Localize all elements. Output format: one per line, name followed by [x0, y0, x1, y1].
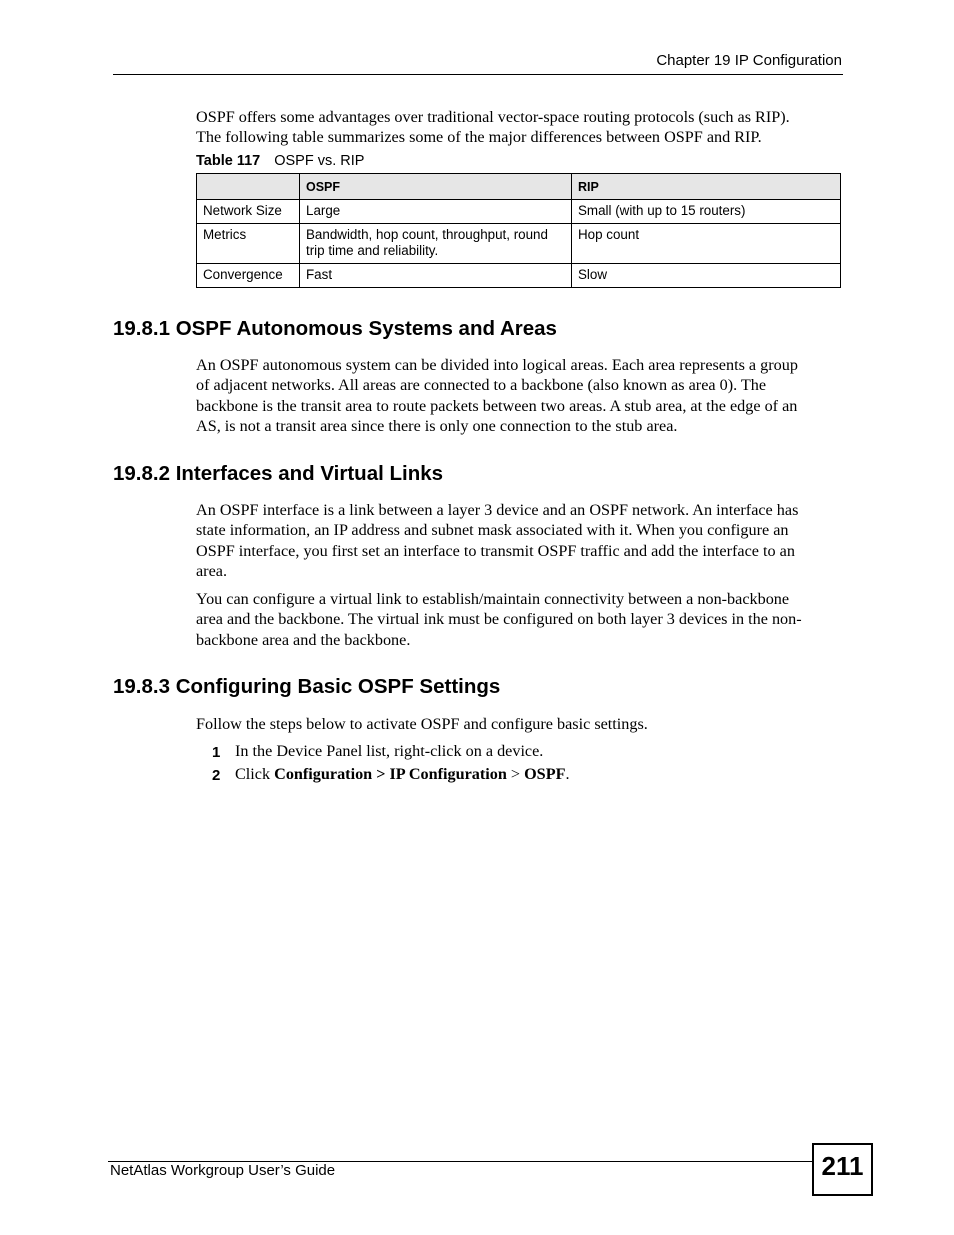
step-text-plain: .: [565, 765, 570, 783]
section-heading: 19.8.1 OSPF Autonomous Systems and Areas: [113, 317, 557, 340]
section-paragraph: [196, 500, 842, 582]
paragraph-line: backbone area and the backbone.: [196, 630, 411, 649]
paragraph-line: of adjacent networks. All areas are connected to a backbone (also known as area 0). The: [196, 376, 767, 395]
table-cell: Network Size: [197, 200, 300, 224]
paragraph-line: area.: [196, 562, 227, 581]
step-number: 1: [212, 744, 221, 761]
menu-path-bold: OSPF: [524, 765, 566, 783]
table-cell: Metrics: [197, 224, 300, 264]
section-heading: 19.8.2 Interfaces and Virtual Links: [113, 462, 444, 485]
table-header-cell: [197, 174, 300, 200]
section-paragraph: [196, 589, 842, 650]
paragraph-line: OSPF interface, you first set an interface to transmit OSPF traffic and add the interface to an: [196, 541, 795, 560]
table-cell: Slow: [572, 264, 841, 288]
paragraph-line: area and the backbone. The virtual ink must be configured on both layer 3 devices in the non-: [196, 610, 802, 629]
section-paragraph: [196, 355, 842, 437]
paragraph-line: AS, is not a transit area since there is only one connection to the stub area.: [196, 417, 678, 436]
table-cell: Fast: [300, 264, 572, 288]
intro-paragraph: [196, 107, 842, 148]
table-row: [197, 200, 841, 224]
step-text: [235, 765, 570, 784]
table-row: [197, 264, 841, 288]
footer-guide-title: NetAtlas Workgroup User’s Guide: [110, 1162, 336, 1179]
intro-line: OSPF offers some advantages over traditional vector-space routing protocols (such as RIP).: [196, 108, 790, 126]
paragraph-line: An OSPF interface is a link between a layer 3 device and an OSPF network. An interface has: [196, 501, 799, 519]
intro-line: The following table summarizes some of the major differences between OSPF and RIP.: [196, 128, 762, 147]
step-number: 2: [212, 767, 221, 784]
menu-path-bold: Configuration > IP Configuration: [274, 765, 507, 783]
table-caption-title: OSPF vs. RIP: [274, 153, 365, 169]
paragraph-line: An OSPF autonomous system can be divided into logical areas. Each area represents a group: [196, 356, 798, 374]
page-number: 211: [821, 1151, 864, 1181]
step-text-plain: >: [506, 765, 525, 783]
table-row: [197, 224, 841, 264]
header-rule: [113, 74, 843, 75]
step-text-plain: Click: [235, 765, 275, 783]
table-cell: Large: [300, 200, 572, 224]
table-caption: [196, 153, 364, 169]
section-heading: 19.8.3 Configuring Basic OSPF Settings: [113, 675, 501, 698]
table-header-cell: RIP: [572, 174, 841, 200]
table-cell: Convergence: [197, 264, 300, 288]
table-header-row: [197, 174, 841, 200]
table-cell: Small (with up to 15 routers): [572, 200, 841, 224]
paragraph-line: backbone is the transit area to route packets between two areas. A stub area, at the edge of an: [196, 396, 798, 415]
paragraph-line: state information, an IP address and subnet mask associated with it. When you configure an: [196, 521, 789, 540]
ospf-vs-rip-table: [196, 173, 841, 288]
step-text: In the Device Panel list, right-click on a device.: [235, 742, 544, 760]
table-cell: Hop count: [572, 224, 841, 264]
table-header-cell: OSPF: [300, 174, 572, 200]
table-cell: Bandwidth, hop count, throughput, round trip time and reliability.: [300, 224, 572, 264]
paragraph-line: You can configure a virtual link to establish/maintain connectivity between a non-backbone: [196, 590, 790, 608]
running-header: Chapter 19 IP Configuration: [656, 52, 842, 69]
section-intro: Follow the steps below to activate OSPF and configure basic settings.: [196, 715, 648, 733]
table-caption-label: Table 117: [196, 153, 261, 169]
